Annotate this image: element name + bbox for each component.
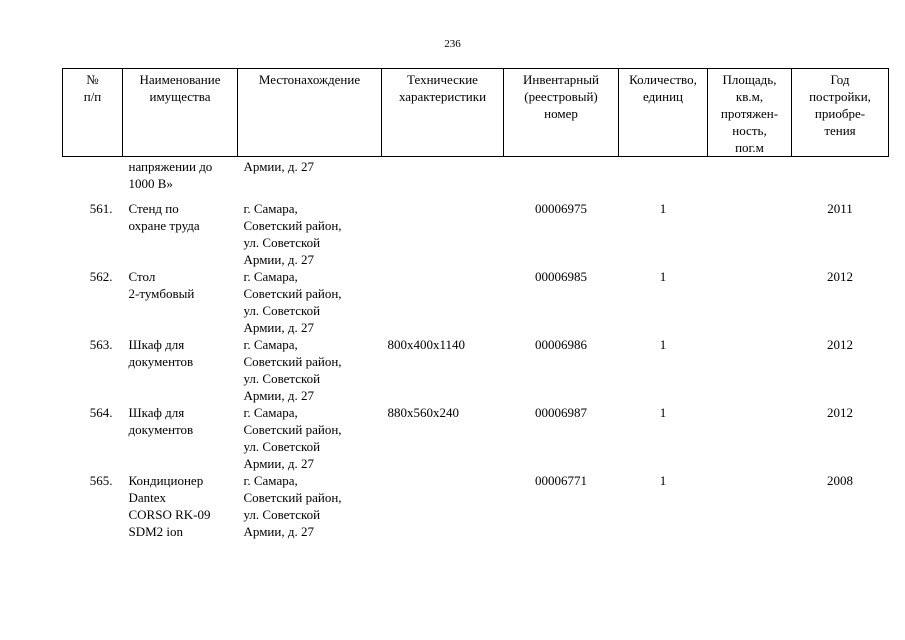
cell-year: 2008 xyxy=(827,473,853,488)
header-year: Год постройки, приобре- тения xyxy=(792,69,889,157)
table-body xyxy=(63,157,889,541)
header-number: № п/п xyxy=(63,69,123,157)
table-row xyxy=(63,268,889,336)
table-row xyxy=(63,404,889,472)
cell-tech xyxy=(382,472,504,540)
cell-inventory xyxy=(504,157,619,201)
cell-area xyxy=(708,268,792,336)
cell-year xyxy=(792,157,889,201)
property-table-container xyxy=(62,68,888,540)
cell-quantity: 1 xyxy=(659,269,667,284)
cell-location: г. Самара, Советский район, ул. Советской Армии, д. 27 xyxy=(243,337,342,403)
table-row xyxy=(63,336,889,404)
table-row xyxy=(63,200,889,268)
cell-year: 2012 xyxy=(827,337,853,352)
cell-location: г. Самара, Советский район, ул. Советской Армии, д. 27 xyxy=(243,405,342,471)
cell-number xyxy=(63,157,123,201)
cell-location: г. Самара, Советский район, ул. Советской Армии, д. 27 xyxy=(243,473,342,539)
cell-quantity: 1 xyxy=(659,473,667,488)
cell-year: 2012 xyxy=(827,405,853,420)
cell-area xyxy=(708,336,792,404)
cell-name: напряжении до 1000 В» xyxy=(128,159,213,191)
cell-tech xyxy=(382,268,504,336)
header-tech: Технические характеристики xyxy=(382,69,504,157)
cell-year: 2012 xyxy=(827,269,853,284)
cell-tech xyxy=(382,200,504,268)
header-name: Наименование имущества xyxy=(123,69,238,157)
cell-quantity xyxy=(619,157,708,201)
cell-inventory: 00006975 xyxy=(535,201,587,216)
cell-location: г. Самара, Советский район, ул. Советской Армии, д. 27 xyxy=(243,269,342,335)
cell-number: 564. xyxy=(89,405,113,420)
cell-number: 561. xyxy=(89,201,113,216)
cell-quantity: 1 xyxy=(659,201,667,216)
header-area: Площадь, кв.м, протяжен- ность, пог.м xyxy=(708,69,792,157)
cell-quantity: 1 xyxy=(659,405,667,420)
header-quantity: Количество, единиц xyxy=(619,69,708,157)
cell-name: Стенд по охране труда xyxy=(128,201,200,233)
header-location: Местонахождение xyxy=(238,69,382,157)
cell-year: 2011 xyxy=(827,201,853,216)
header-row xyxy=(63,69,889,157)
cell-tech xyxy=(382,157,504,201)
cell-number: 565. xyxy=(89,473,113,488)
cell-inventory: 00006771 xyxy=(535,473,587,488)
table-header xyxy=(63,69,889,157)
property-table xyxy=(62,68,889,540)
table-row-continuation xyxy=(63,157,889,201)
cell-inventory: 00006987 xyxy=(535,405,587,420)
cell-number: 562. xyxy=(89,269,113,284)
cell-name: Шкаф для документов xyxy=(128,405,194,437)
cell-name: Кондиционер Dantex CORSO RK-09 SDM2 ion xyxy=(128,473,211,539)
cell-area xyxy=(708,200,792,268)
cell-tech: 880х560х240 xyxy=(387,405,459,420)
page-number: 236 xyxy=(444,38,461,50)
cell-inventory: 00006986 xyxy=(535,337,587,352)
cell-area xyxy=(708,404,792,472)
cell-quantity: 1 xyxy=(659,337,667,352)
cell-name: Шкаф для документов xyxy=(128,337,194,369)
cell-area xyxy=(708,472,792,540)
header-inventory: Инвентарный (реестровый) номер xyxy=(504,69,619,157)
cell-location: г. Самара, Советский район, ул. Советской Армии, д. 27 xyxy=(243,201,342,267)
cell-location: Армии, д. 27 xyxy=(243,159,314,174)
table-row xyxy=(63,472,889,540)
cell-name: Стол 2-тумбовый xyxy=(128,269,195,301)
cell-inventory: 00006985 xyxy=(535,269,587,284)
cell-area xyxy=(708,157,792,201)
cell-number: 563. xyxy=(89,337,113,352)
cell-tech: 800х400х1140 xyxy=(387,337,466,352)
